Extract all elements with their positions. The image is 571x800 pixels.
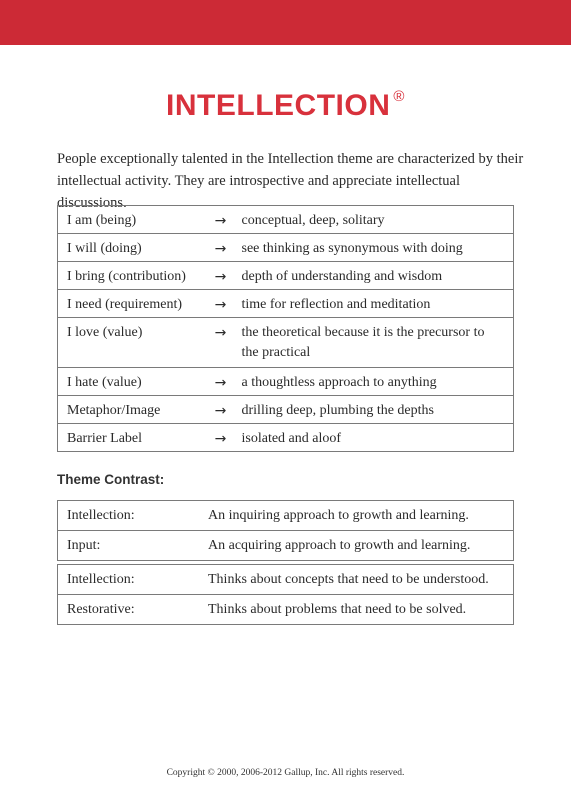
title-text: INTELLECTION: [166, 89, 391, 122]
row-value: drilling deep, plumbing the depths: [234, 396, 514, 424]
row-value: time for reflection and meditation: [234, 290, 514, 318]
arrow-icon: →: [208, 206, 234, 234]
row-value: depth of understanding and wisdom: [234, 262, 514, 290]
table-row: [58, 565, 514, 595]
table-row: [58, 501, 514, 531]
intro-paragraph: People exceptionally talented in the Intellection theme are characterized by their intellectual activity. They are introspective and appreciate intellectual discussions.: [57, 151, 524, 211]
contrast-table-1: [57, 500, 514, 561]
table-row: [58, 424, 514, 452]
registered-mark: ®: [393, 88, 405, 105]
table-row: [58, 531, 514, 561]
table-row: [58, 234, 514, 262]
copyright-footer: Copyright © 2000, 2006-2012 Gallup, Inc. All rights reserved.: [166, 768, 405, 778]
arrow-icon: →: [208, 396, 234, 424]
arrow-icon: →: [208, 424, 234, 452]
contrast-desc: Thinks about problems that need to be solved.: [199, 595, 514, 625]
top-banner: [0, 0, 571, 45]
row-label: I hate (value): [58, 368, 208, 396]
row-value: the theoretical because it is the precursor to the practical: [234, 318, 514, 368]
table-row: [58, 206, 514, 234]
table-row: [58, 262, 514, 290]
contrast-theme: Input:: [58, 531, 200, 561]
contrast-table-2: [57, 564, 514, 625]
row-value: a thoughtless approach to anything: [234, 368, 514, 396]
table-row: [58, 396, 514, 424]
table-row: [58, 290, 514, 318]
row-label: I bring (contribution): [58, 262, 208, 290]
row-label: I am (being): [58, 206, 208, 234]
row-value: conceptual, deep, solitary: [234, 206, 514, 234]
arrow-icon: →: [208, 290, 234, 318]
table-row: [58, 318, 514, 368]
page-title: [0, 88, 571, 123]
theme-contrast-heading: Theme Contrast:: [57, 472, 165, 487]
table-row: [58, 595, 514, 625]
arrow-icon: →: [208, 234, 234, 262]
row-label: Barrier Label: [58, 424, 208, 452]
row-value: see thinking as synonymous with doing: [234, 234, 514, 262]
contrast-theme: Intellection:: [58, 501, 200, 531]
row-label: I will (doing): [58, 234, 208, 262]
row-label: Metaphor/Image: [58, 396, 208, 424]
table-row: [58, 368, 514, 396]
row-label: I need (requirement): [58, 290, 208, 318]
row-label: I love (value): [58, 318, 208, 368]
contrast-desc: Thinks about concepts that need to be understood.: [199, 565, 514, 595]
contrast-desc: An acquiring approach to growth and learning.: [199, 531, 514, 561]
arrow-icon: →: [208, 318, 234, 368]
contrast-theme: Intellection:: [58, 565, 200, 595]
arrow-icon: →: [208, 262, 234, 290]
arrow-icon: →: [208, 368, 234, 396]
contrast-theme: Restorative:: [58, 595, 200, 625]
theme-profile-table: [57, 205, 514, 452]
row-value: isolated and aloof: [234, 424, 514, 452]
contrast-desc: An inquiring approach to growth and learning.: [199, 501, 514, 531]
